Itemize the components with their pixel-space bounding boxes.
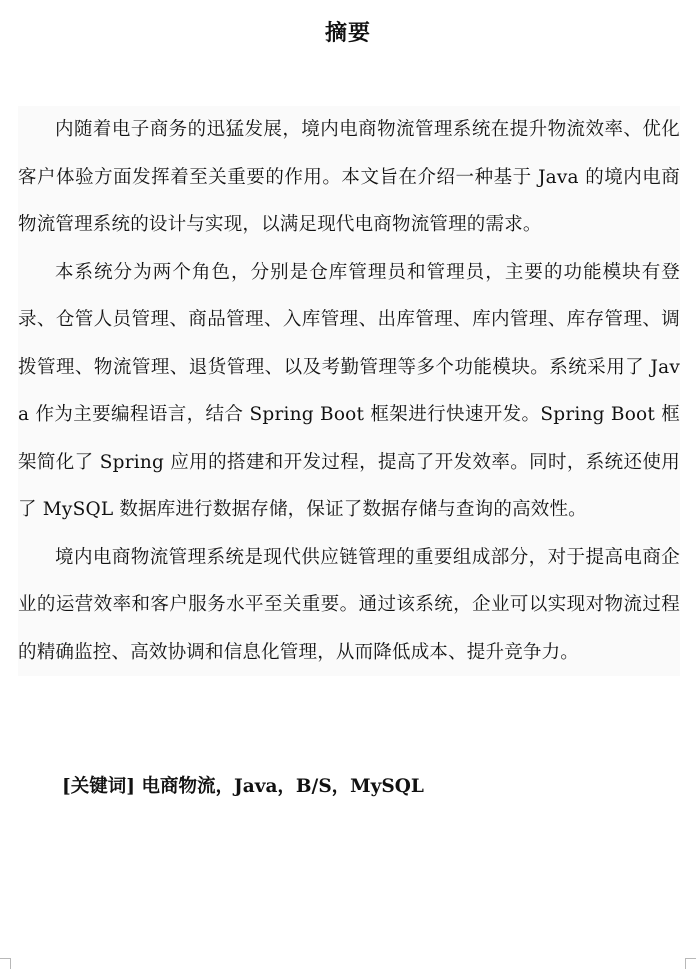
- abstract-paragraph-2: 本系统分为两个角色，分别是仓库管理员和管理员，主要的功能模块有登录、仓管人员管理、商品管理、入库管理、出库管理、库内管理、库存管理、调拨管理、物流管理、退货管理、以及考勤管理等多个功能模块。系统采用了 Java 作为主要编程语言，结合 Spring Boot 框架进行快速开发。Spring Boot 框架简化了 Spring 应用的搭建和开发过程，提高了开发效率。同时，系统还使用了 MySQL 数据库进行数据存储，保证了数据存储与查询的高效性。: [18, 261, 680, 520]
- abstract-title: 摘要: [324, 21, 371, 46]
- abstract-body: [18, 106, 680, 676]
- keywords-line: [关键词] 电商物流，Java，B/S，MySQL: [62, 776, 424, 797]
- page-corner-mark-left: [0, 958, 11, 969]
- abstract-paragraph-1: 内随着电子商务的迅猛发展，境内电商物流管理系统在提升物流效率、优化客户体验方面发挥着至关重要的作用。本文旨在介绍一种基于 Java 的境内电商物流管理系统的设计与实现，以满足现代电商物流管理的需求。: [18, 119, 680, 235]
- abstract-paragraph-3: 境内电商物流管理系统是现代供应链管理的重要组成部分，对于提高电商企业的运营效率和客户服务水平至关重要。通过该系统，企业可以实现对物流过程的精确监控、高效协调和信息化管理，从而降低成本、提升竞争力。: [18, 546, 680, 663]
- page-corner-mark-right: [685, 958, 696, 969]
